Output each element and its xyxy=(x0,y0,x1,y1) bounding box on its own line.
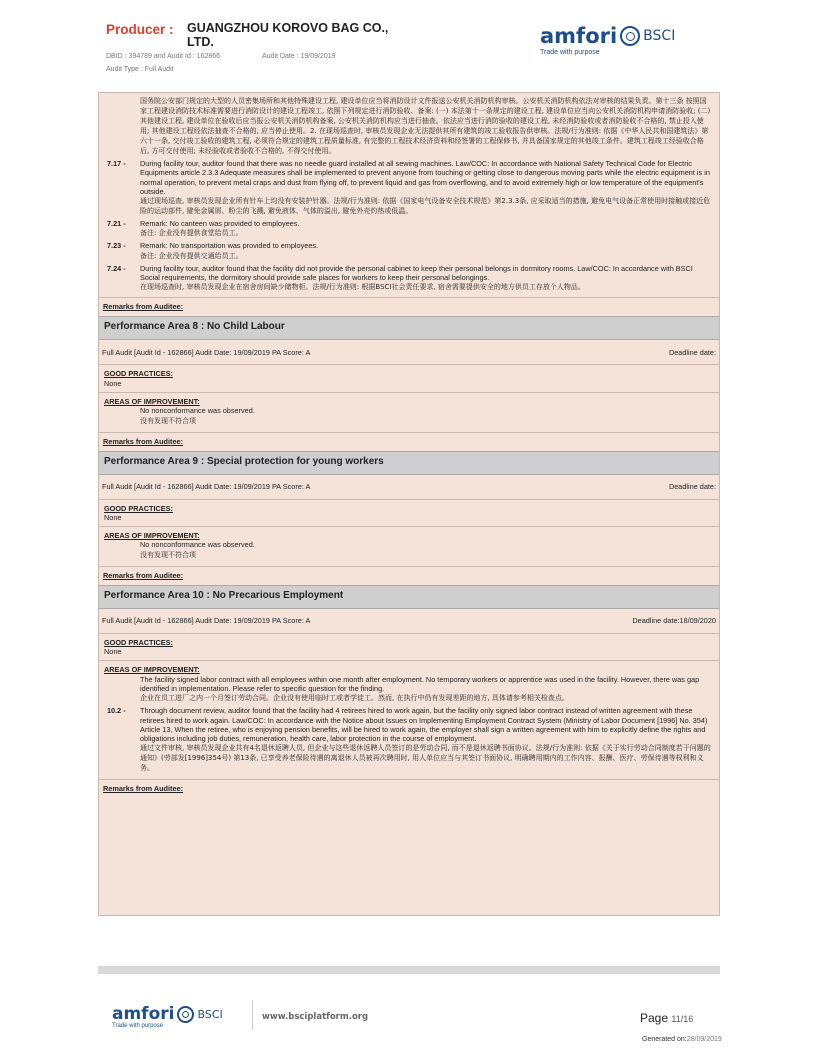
finding-number: 7.24 - xyxy=(107,263,126,273)
finding-text-en: During facility tour, auditor found that there was no needle guard installed at all sewing machines. Law/COC: In accordance with National Safety Technical Code for Electric Equipments article 2.3.3 Adequate measures shall be implemented to prevent anyone from touching or getting close to dangerous moving parts while the electric equipment is in normal operation, to prevent metal craps and dust from flying off, to prevent liquid and gas from overflowing, and to avoid extremely high or low temperature of the equipment's outside. xyxy=(140,159,710,196)
good-practices-value: None xyxy=(104,512,122,522)
pa8-good-practices xyxy=(99,365,719,393)
producer-name: GUANGZHOU KOROVO BAG CO., LTD. xyxy=(187,21,389,49)
page-header xyxy=(0,0,816,86)
pa8-header: Performance Area 8 : No Child Labour xyxy=(99,316,719,340)
finding-item xyxy=(104,264,711,293)
pa9-header: Performance Area 9 : Special protection for young workers xyxy=(99,451,719,475)
aoi-text-en: No nonconformance was observed. xyxy=(140,540,255,550)
finding-text-zh: 通过现场巡查, 审核员发现企业所有针车上均没有安装护针器。法规/行为准则: 依据《国家电气设备安全技术规范》第2.3.3条, 应采取适当的措施, 避免电气设备正常使用时接触或接近危险的运动部件, 避免金属屑、粉尘的飞溅, 避免液体、气体的溢出, 避免外壳灼热或低温。 xyxy=(140,197,711,216)
amfori-wordmark: amfori xyxy=(540,24,618,48)
finding-item xyxy=(104,219,711,238)
finding-text-zh: 在现场巡查时, 审核员发现企业在宿舍房间缺少储物柜。法规/行为准则: 根据BSCI社会责任要求, 宿舍需要提供安全的地方供员工存放个人物品。 xyxy=(140,283,585,292)
footer-separator xyxy=(252,1000,253,1030)
pa9-full-audit: Full Audit [Audit Id - 162866] Audit Date: 19/09/2019 PA Score: A xyxy=(102,481,311,491)
good-practices-title: GOOD PRACTICES: xyxy=(104,503,173,513)
amfori-ring-icon xyxy=(620,26,640,46)
pa9-audit-summary xyxy=(99,475,719,500)
amfori-bsci-footer-logo xyxy=(112,1004,223,1029)
logo-tagline: Trade with purpose xyxy=(540,49,600,56)
remarks-from-auditee: Remarks from Auditee: xyxy=(99,297,719,316)
aoi-title: AREAS OF IMPROVEMENT: xyxy=(104,665,200,675)
page-count: 11/16 xyxy=(671,1014,694,1024)
footer-divider-bar xyxy=(98,966,720,974)
finding-number: 7.21 - xyxy=(107,219,126,229)
generated-date: 28/09/2019 xyxy=(686,1036,722,1043)
pa9-areas-of-improvement xyxy=(99,527,719,566)
finding-number: 7.23 - xyxy=(107,241,126,251)
amfori-bsci-logo xyxy=(540,24,676,56)
pa8-deadline: Deadline date: xyxy=(668,347,716,357)
amfori-wordmark: amfori xyxy=(112,1004,175,1024)
pa7-continued-findings xyxy=(99,93,719,297)
pa10-header: Performance Area 10 : No Precarious Employment xyxy=(99,585,719,609)
finding-text-zh: 备注: 企业没有提供交通给员工。 xyxy=(140,251,243,260)
finding-item xyxy=(104,159,711,216)
finding-text-en: Remark: No transportation was provided to employees. xyxy=(140,241,319,251)
finding-text-zh: 备注: 企业没有提供食堂给员工。 xyxy=(140,229,243,238)
pa10-areas-of-improvement xyxy=(99,661,719,779)
finding-item xyxy=(104,241,711,260)
pa10-good-practices xyxy=(99,634,719,662)
finding-text-zh: 通过文件审核, 审核员发现企业共有4名退休返聘人员, 但企业与这些退休返聘人员签订的是劳动合同, 而不是退休返聘书面协议。法规/行为准则: 依据《关于实行劳动合同制度若干问题的通知》(劳部发[1996]354号) 第13条, 已享受养老保险待遇的离退休人员被再次聘用时, 用人单位应当与其签订书面协议, 明确聘用期内的工作内容、报酬、医疗、劳保待遇等权利和义务。 xyxy=(140,744,711,773)
pa9-good-practices xyxy=(99,500,719,528)
website-link[interactable]: www.bsciplatform.org xyxy=(262,1012,369,1022)
finding-number: 7.17 - xyxy=(107,159,126,168)
aoi-text-en: The facility signed labor contract with all employees within one month after employment. No temporary workers or apprentice was used in the facility. However, there was gap identified in implementation. Please refer to specific question for the finding. xyxy=(140,674,700,693)
remarks-from-auditee: Remarks from Auditee: xyxy=(99,566,719,585)
audit-date: Audit Date : 19/09/2019 xyxy=(261,53,336,60)
pa10-deadline: Deadline date:18/09/2020 xyxy=(632,616,716,626)
good-practices-title: GOOD PRACTICES: xyxy=(104,369,173,379)
dbid: DBID : 394789 and Audit Id : 162866 xyxy=(106,53,221,60)
aoi-title: AREAS OF IMPROVEMENT: xyxy=(104,531,200,541)
aoi-text-zh: 没有发现不符合项 xyxy=(140,550,196,559)
aoi-text-en: No nonconformance was observed. xyxy=(140,406,255,416)
pa8-audit-summary xyxy=(99,340,719,365)
bsci-wordmark: BSCI xyxy=(643,28,676,44)
finding-text-en: During facility tour, auditor found that the facility did not provide the personal cabinet to keep their personal belongs in dormitory rooms. Law/COC: In accordance with BSCI Social requirements, the dormitory should provide safe places for workers to keep their personal belongings. xyxy=(140,263,693,283)
aoi-title: AREAS OF IMPROVEMENT: xyxy=(104,396,200,406)
continued-finding-zh: 国务院公安部门规定的大型的人员密集场所和其他特殊建设工程, 建设单位应当将消防设计文件报送公安机关消防机构审核。公安机关消防机构依法对审核的结果负责。第十三条 按照国家工程建设消防技术标准需要进行消防设计的建设工程竣工, 依照下列规定进行消防验收、备案: (一) 本法第十一条规定的建设工程, 建设单位应当向公安机关消防机构申请消防验收; (二) 其他建设工程, 建设单位在验收后应当报公安机关消防机构备案, 公安机关消防机构应当进行抽查。依法应当进行消防验收的建设工程, 未经消防验收或者消防验收不合格的, 禁止投入使用; 其他建设工程经依法抽查不合格的, 应当停止使用。2. 在现场巡查时, 审核员发现企业无法提供其所有建筑的竣工验收报告供审核。法规/行为准则: 依据《中华人民共和国建筑法》第六十一条, 交付竣工验收的建筑工程, 必须符合规定的建筑工程质量标准, 有完整的工程技术经济资料和经签署的工程保修书, 并具备国家规定的其他竣工条件。建筑工程竣工经验收合格后, 方可交付使用; 未经验收或者验收不合格的, 不得交付使用。 xyxy=(140,97,711,155)
audit-meta xyxy=(106,53,336,60)
pa8-areas-of-improvement xyxy=(99,393,719,432)
good-practices-title: GOOD PRACTICES: xyxy=(104,637,173,647)
pa9-deadline: Deadline date: xyxy=(668,481,716,491)
remarks-from-auditee: Remarks from Auditee: xyxy=(99,779,719,798)
finding-text-en: Through document review, auditor found that the facility had 4 retirees hired to work again, but the facility only signed labor contract instead of written agreement with these retirees hired to work again. Law/COC: In accordance with the Notice about Issues on Implementing Employment Contract System (Ministry of Labor Document [1996] No. 354) Article 13, When the retiree, who is enjoying pension benefits, will be hired to work again, the employer shall sign a written agreement with him to explicitly define the rights and obligations including job duties, remuneration, health care, labor protection in the course of employment. xyxy=(140,706,708,744)
aoi-text-zh: 企业在员工进厂之内一个月签订劳动合同。企业没有使用临时工或者学徒工。然而, 在执行中仍有发现差距的地方, 具体请参考相关检查点。 xyxy=(140,694,569,703)
pa8-full-audit: Full Audit [Audit Id - 162866] Audit Date: 19/09/2019 PA Score: A xyxy=(102,347,311,357)
page-label: Page xyxy=(640,1011,669,1025)
generated-label: Generated on: xyxy=(642,1036,687,1043)
finding-text-en: Remark: No canteen was provided to employees. xyxy=(140,219,300,229)
remarks-from-auditee: Remarks from Auditee: xyxy=(99,432,719,451)
finding-number: 10.2 - xyxy=(107,706,126,716)
generated-on xyxy=(642,1036,722,1043)
pa10-audit-summary xyxy=(99,609,719,634)
amfori-ring-icon xyxy=(177,1006,194,1023)
good-practices-value: None xyxy=(104,378,122,388)
audit-type: Audit Type : Full Audit xyxy=(106,66,174,73)
logo-tagline: Trade with purpose xyxy=(112,1023,164,1029)
page-number xyxy=(640,1011,693,1025)
aoi-text-zh: 没有发现不符合项 xyxy=(140,416,196,425)
audit-report-panel xyxy=(98,92,720,916)
good-practices-value: None xyxy=(104,647,122,657)
pa10-full-audit: Full Audit [Audit Id - 162866] Audit Date: 19/09/2019 PA Score: A xyxy=(102,616,311,626)
bsci-wordmark: BSCI xyxy=(197,1007,223,1021)
finding-item xyxy=(104,706,714,773)
producer-label: Producer : xyxy=(106,22,174,37)
